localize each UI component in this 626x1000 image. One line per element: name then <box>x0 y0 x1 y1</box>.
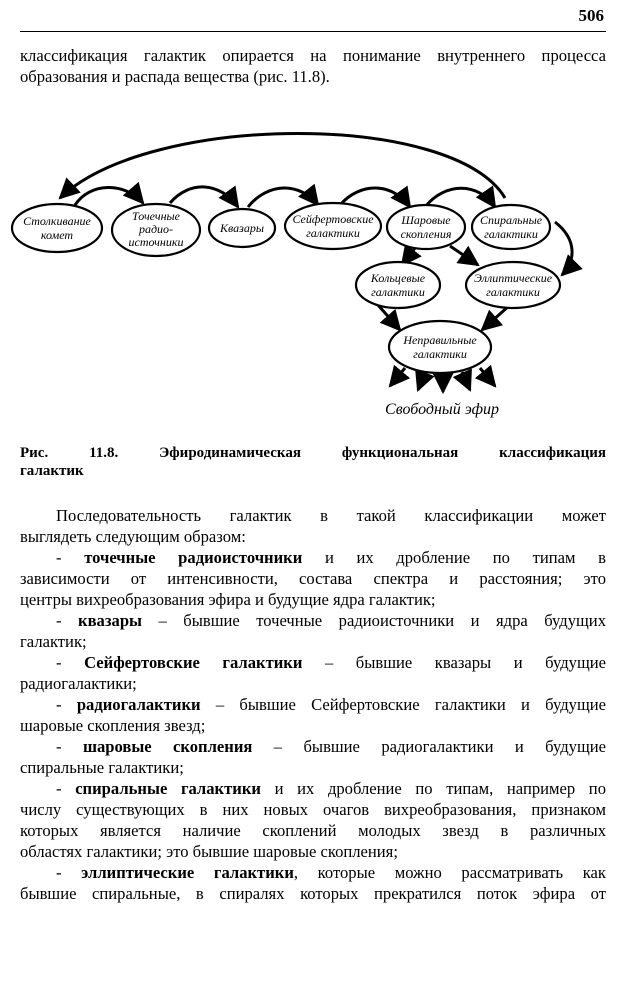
svg-text:комет: комет <box>40 228 74 242</box>
item-4-line-1: - радиогалактики – бывшие Сейфертовские галактики и будущие <box>56 695 606 714</box>
node-globular <box>387 205 465 249</box>
node-irregular <box>389 321 491 373</box>
item-7-line-1: - эллиптические галактики, которые можно рассматривать как <box>56 863 606 882</box>
item-2-line-2: галактик; <box>20 632 87 651</box>
item-7-line-2: бывшие спиральные, в спиралях которых прекратился поток эфира от <box>20 884 606 903</box>
arrow-globular-to-spiral <box>425 188 495 207</box>
item-6-line-4: областях галактики; это бывшие шаровые скопления; <box>20 842 398 861</box>
node-spiral <box>472 205 550 249</box>
svg-text:скопления: скопления <box>400 227 452 241</box>
svg-text:Сейфертовские: Сейфертовские <box>292 212 374 226</box>
node-quasars <box>209 209 275 247</box>
svg-text:Квазары: Квазары <box>220 221 264 235</box>
svg-text:галактики: галактики <box>371 285 425 299</box>
svg-text:Точечные: Точечные <box>132 209 180 223</box>
item-1-line-1: - точечные радиоисточники и их дробление по типам в <box>56 548 606 567</box>
arrow-globular-to-elliptical <box>450 246 478 265</box>
svg-text:источники: источники <box>128 235 184 249</box>
node-seyfert <box>285 203 381 249</box>
node-comets <box>12 204 102 252</box>
item-4-line-2: шаровые скопления звезд; <box>20 716 206 735</box>
figure-caption-line-2: галактик <box>20 463 84 479</box>
intro-line-2: образования и распада вещества (рис. 11.8). <box>20 67 330 86</box>
svg-text:Столкивание: Столкивание <box>23 214 91 228</box>
item-1-line-2: зависимости от интенсивности, состава спектра и расстояния; это <box>20 569 606 588</box>
arrow-quasars-to-seyfert <box>248 188 318 207</box>
intro-line-1: классификация галактик опирается на понимание внутреннего процесса <box>20 46 606 65</box>
arrow-point-to-quasars <box>170 187 238 207</box>
svg-text:Спиральные: Спиральные <box>479 213 543 227</box>
figure-caption-line-1: Рис. 11.8. Эфиродинамическая функциональная классификация <box>20 445 606 461</box>
arrow-out-4 <box>462 372 470 390</box>
para-1-line-2: выглядеть следующим образом: <box>20 527 246 546</box>
arrow-out-1 <box>390 368 405 386</box>
arrow-spiral-to-elliptical <box>555 222 572 275</box>
svg-text:радио-: радио- <box>138 222 174 236</box>
para-1-line-1: Последовательность галактик в такой классификации может <box>56 506 606 525</box>
node-elliptical <box>466 262 560 308</box>
arrow-comets-to-point <box>75 187 143 205</box>
classification-diagram <box>0 0 626 440</box>
svg-text:галактики: галактики <box>486 285 540 299</box>
node-point-radio <box>112 204 200 256</box>
node-ring <box>356 262 440 308</box>
svg-text:галактики: галактики <box>306 226 360 240</box>
svg-text:галактики: галактики <box>413 347 467 361</box>
arrow-out-5 <box>480 368 495 386</box>
svg-text:Неправильные: Неправильные <box>403 333 477 347</box>
item-5-line-1: - шаровые скопления – бывшие радиогалактики и будущие <box>56 737 606 756</box>
svg-text:Эллиптические: Эллиптические <box>473 271 553 285</box>
item-5-line-2: спиральные галактики; <box>20 758 184 777</box>
svg-text:Кольцевые: Кольцевые <box>370 271 426 285</box>
item-6-line-3: которых является наличие скоплений молодых звезд в различных <box>20 821 606 840</box>
page-number: 506 <box>578 6 604 25</box>
item-6-line-2: числу существующих в них новых очагов вихреобразования, признаком <box>20 800 606 819</box>
item-3-line-1: - Сейфертовские галактики – бывшие квазары и будущие <box>56 653 606 672</box>
arrow-out-2 <box>418 372 425 390</box>
item-3-line-2: радиогалактики; <box>20 674 137 693</box>
item-2-line-1: - квазары – бывшие точечные радиоисточники и ядра будущих <box>56 611 606 630</box>
svg-text:галактики: галактики <box>484 227 538 241</box>
free-ether-label: Свободный эфир <box>385 401 499 418</box>
item-6-line-1: - спиральные галактики и их дробление по типам, например по <box>56 779 606 798</box>
svg-text:Шаровые: Шаровые <box>401 213 451 227</box>
item-1-line-3: центры вихреобразования эфира и будущие ядра галактик; <box>20 590 436 609</box>
